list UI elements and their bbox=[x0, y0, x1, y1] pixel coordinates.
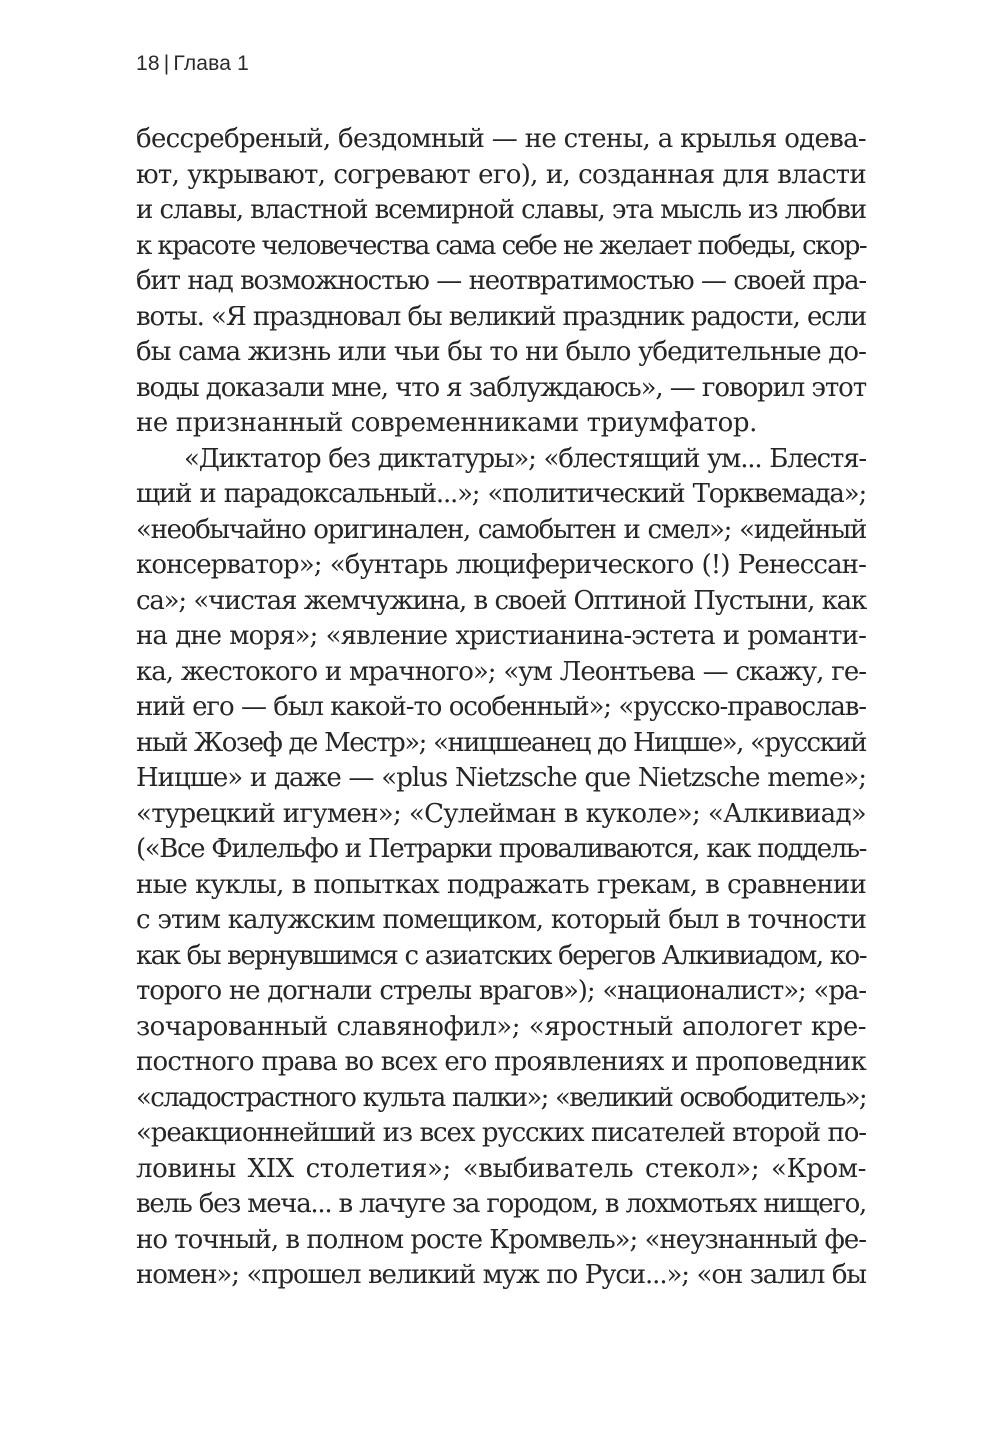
text-line: («Все Филельфо и Петрарки проваливаются, как поддель- bbox=[136, 834, 866, 864]
text-line: ний его — был какой-то особенный»; «русско-православ- bbox=[136, 692, 866, 722]
text-line: не признанный современниками триумфатор. bbox=[136, 408, 757, 438]
text-line: вель без меча... в лачуге за городом, в лохмотьях нищего, bbox=[136, 1189, 866, 1219]
text-line: бит над возможностью — неотвратимостью — своей пра- bbox=[136, 266, 866, 296]
text-line: Ницше» и даже — «plus Nietzsche que Nietzsche meme»; bbox=[136, 763, 866, 793]
text-line: зочарованный славянофил»; «яростный апологет кре- bbox=[136, 1011, 866, 1042]
text-line: «Диктатор без диктатуры»; «блестящий ум... Блестя- bbox=[184, 443, 866, 474]
text-line: к красоте человечества сама себе не желает победы, скор- bbox=[136, 230, 866, 261]
text-line: «реакционнейший из всех русских писателей второй по- bbox=[136, 1118, 866, 1148]
text-line: «необычайно оригинален, самобытен и смел»; «идейный bbox=[136, 514, 866, 545]
page-number: 18 bbox=[136, 52, 160, 75]
paragraph-1 bbox=[136, 122, 866, 442]
text-line: «сладострастного культа палки»; «великий освободитель»; bbox=[136, 1082, 866, 1113]
text-line: щий и парадоксальный...»; «политический Торквемада»; bbox=[136, 479, 866, 509]
chapter-title: Глава 1 bbox=[173, 52, 250, 75]
text-line: как бы вернувшимся с азиатских берегов Алкивиадом, ко- bbox=[136, 940, 866, 971]
text-line: ный Жозеф де Местр»; «ницшеанец до Ницше», «русский bbox=[136, 727, 866, 758]
text-line: с этим калужским помещиком, который был в точности bbox=[136, 905, 866, 935]
text-line: но точный, в полном росте Кромвель»; «неузнанный фе- bbox=[136, 1224, 866, 1255]
text-line: ные куклы, в попытках подражать грекам, в сравнении bbox=[136, 869, 866, 900]
body-text bbox=[136, 122, 866, 1294]
text-line: бы сама жизнь или чьи бы то ни было убедительные до- bbox=[136, 337, 866, 367]
text-line: торого не догнали стрелы врагов»); «националист»; «ра- bbox=[136, 976, 866, 1006]
text-line: на дне моря»; «явление христианина-эстета и романти- bbox=[136, 621, 866, 651]
header-separator: | bbox=[163, 52, 170, 75]
text-line: ют, укрывают, согревают его), и, созданная для власти bbox=[136, 159, 866, 190]
text-line: воды доказали мне, что я заблуждаюсь», — говорил этот bbox=[136, 372, 866, 403]
text-line: ка, жестокого и мрачного»; «ум Леонтьева — скажу, ге- bbox=[136, 656, 866, 687]
text-line: номен»; «прошел великий муж по Руси...»; «он залил бы bbox=[136, 1260, 866, 1290]
text-line: воты. «Я праздновал бы великий праздник радости, если bbox=[136, 301, 866, 332]
running-head bbox=[136, 52, 249, 76]
text-line: бессребреный, бездомный — не стены, а крылья одева- bbox=[136, 124, 866, 154]
text-line: консерватор»; «бунтарь люциферического (!) Ренессан- bbox=[136, 550, 866, 580]
paragraph-2 bbox=[136, 442, 866, 1294]
text-line: и славы, властной всемирной славы, эта мысль из любви bbox=[136, 195, 866, 225]
text-line: ловины XIX столетия»; «выбиватель стекол»; «Кром- bbox=[136, 1153, 866, 1184]
text-line: «турецкий игумен»; «Сулейман в куколе»; «Алкивиад» bbox=[136, 798, 866, 829]
text-line: постного права во всех его проявлениях и проповедник bbox=[136, 1047, 866, 1077]
text-line: са»; «чистая жемчужина, в своей Оптиной Пустыни, как bbox=[136, 585, 866, 616]
